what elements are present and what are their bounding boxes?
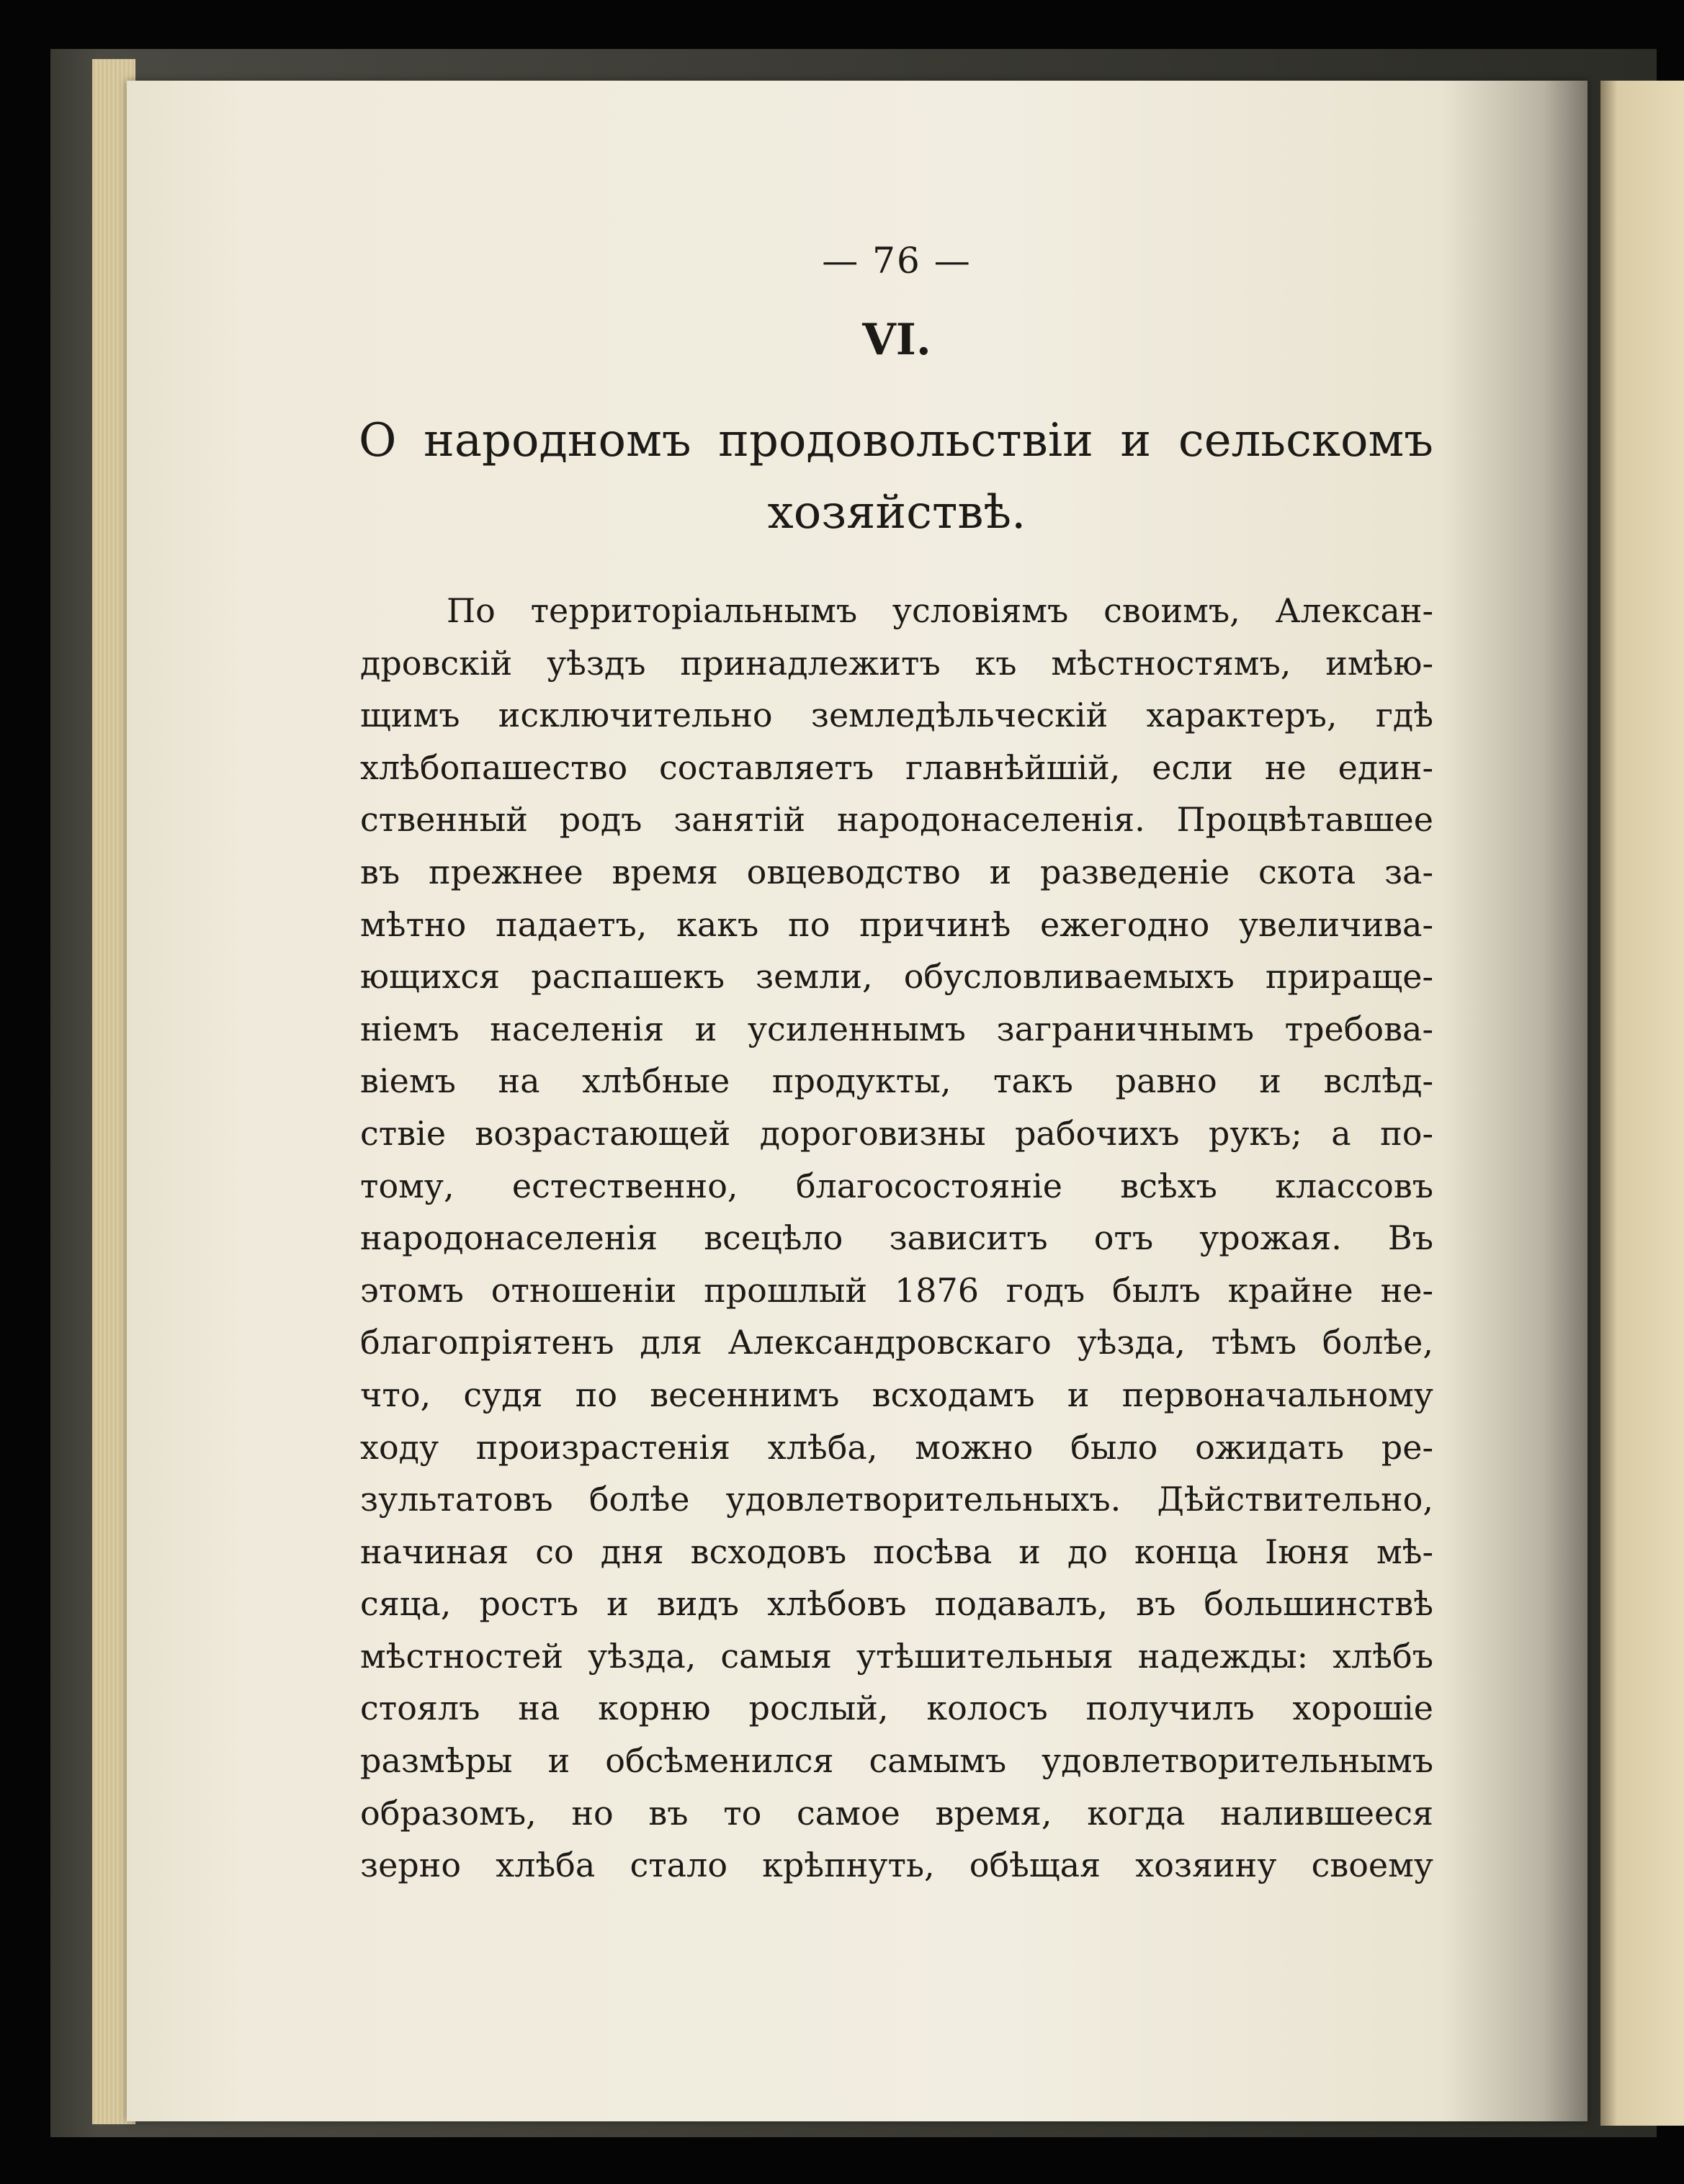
text-line: мѣтно падаетъ, какъ по причинѣ ежегодно увеличива- — [360, 904, 1433, 944]
page-number: — 76 — — [822, 240, 972, 282]
text-line: мѣстностей уѣзда, самыя утѣшительныя надежды: хлѣбъ — [360, 1636, 1433, 1676]
chapter-number: VI. — [862, 315, 931, 365]
text-line: зерно хлѣба стало крѣпнуть, обѣщая хозяину своему — [360, 1846, 1433, 1885]
chapter-title-line: О народномъ продовольствіи и сельскомъ — [359, 414, 1433, 467]
facing-page-edge — [1600, 81, 1684, 2126]
text-line: ственный родъ занятій народонаселенія. Процвѣтавшее — [360, 800, 1433, 840]
text-line: образомъ, но въ то самое время, когда налившееся — [360, 1793, 1433, 1833]
text-line: благопріятенъ для Александровскаго уѣзда, тѣмъ болѣе, — [360, 1323, 1433, 1362]
text-line: въ прежнее время овцеводство и разведеніе скота за- — [360, 852, 1433, 891]
chapter-title-line: хозяйствѣ. — [767, 486, 1026, 539]
text-line: этомъ отношеніи прошлый 1876 годъ былъ крайне не- — [360, 1270, 1433, 1310]
text-line: сяца, ростъ и видъ хлѣбовъ подавалъ, въ большинствѣ — [360, 1584, 1433, 1624]
text-line: ходу произрастенія хлѣба, можно было ожидать ре- — [360, 1427, 1433, 1467]
page-text — [360, 238, 1433, 1892]
text-line: стоялъ на корню рослый, колосъ получилъ хорошіе — [360, 1689, 1433, 1728]
text-line: народонаселенія всецѣло зависитъ отъ урожая. Въ — [360, 1218, 1433, 1258]
text-line: ющихся распашекъ земли, обусловливаемыхъ приращe- — [360, 957, 1433, 997]
text-line: размѣры и обсѣменился самымъ удовлетворительнымъ — [360, 1741, 1433, 1781]
body-text — [360, 585, 1433, 1892]
text-line: віемъ на хлѣбные продукты, такъ равно и вслѣд- — [360, 1061, 1433, 1101]
text-line: щимъ исключительно земледѣльческій характеръ, гдѣ — [360, 696, 1433, 735]
text-line: что, судя по весеннимъ всходамъ и первоначальному — [360, 1375, 1433, 1414]
text-line: ніемъ населенія и усиленнымъ заграничнымъ требова- — [360, 1009, 1433, 1048]
chapter-title — [360, 405, 1433, 549]
text-line: По территоріальнымъ условіямъ своимъ, Алексан- — [447, 591, 1433, 630]
text-line: дровскій уѣздъ принадлежитъ къ мѣстностямъ, имѣю- — [360, 643, 1433, 683]
text-line: ствіе возрастающей дороговизны рабочихъ рукъ; а по- — [360, 1113, 1433, 1153]
text-line: начиная со дня всходовъ посѣва и до конца Іюня мѣ- — [360, 1532, 1433, 1571]
text-line: хлѣбопашество составляетъ главнѣйшій, если не един- — [360, 747, 1433, 787]
text-line: зультатовъ болѣе удовлетворительныхъ. Дѣйствительно, — [360, 1480, 1433, 1519]
text-line: тому, естественно, благосостояніе всѣхъ классовъ — [360, 1166, 1433, 1205]
